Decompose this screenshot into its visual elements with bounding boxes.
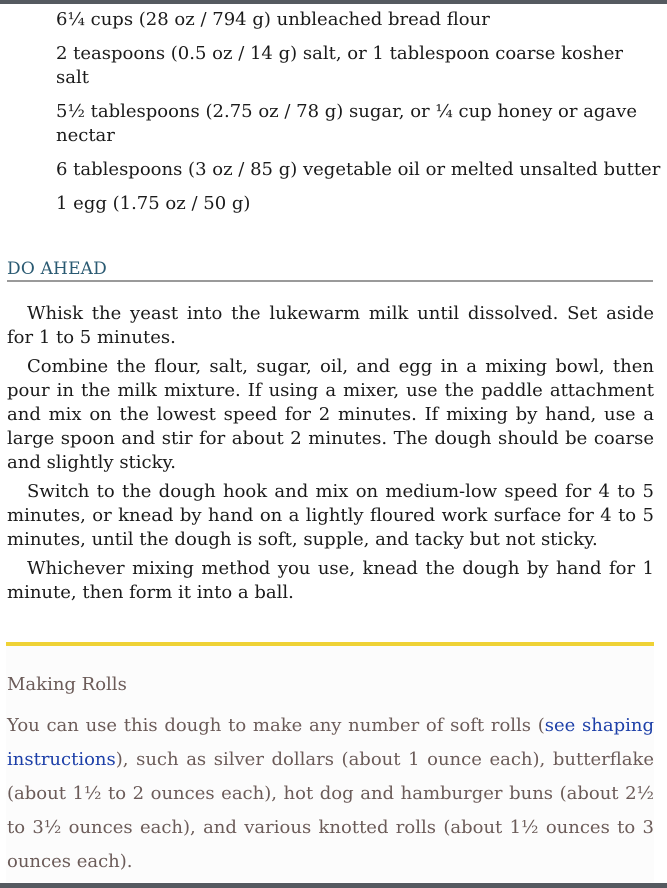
bottom-frame-bar bbox=[0, 883, 667, 888]
section-heading: DO AHEAD bbox=[7, 258, 653, 282]
sidebar-title: Making Rolls bbox=[7, 674, 127, 695]
sidebar-text-end: ), such as silver dollars (about 1 ounce each), butterflake (about 1½ to 2 ounces each), hot dog and hamburger buns (about 2½ to 3½ ounces each), and various knotted rolls (about 1½ ounces to 3 ounces each). bbox=[7, 749, 654, 872]
method-paragraph: Whisk the yeast into the lukewarm milk until dissolved. Set aside for 1 to 5 minutes. bbox=[7, 303, 654, 348]
ingredient-item: 5½ tablespoons (2.75 oz / 78 g) sugar, or ¼ cup honey or agave nectar bbox=[56, 101, 637, 146]
method-paragraph: Combine the flour, salt, sugar, oil, and egg in a mixing bowl, then pour in the milk mixture. If using a mixer, use the paddle attachment and mix on the lowest speed for 2 minutes. If mixing by hand, use a large spoon and stir for about 2 minutes. The dough should be coarse and slightly sticky. bbox=[7, 356, 654, 473]
ingredient-item: 2 teaspoons (0.5 oz / 14 g) salt, or 1 tablespoon coarse kosher salt bbox=[56, 43, 623, 88]
ingredient-item: 6¼ cups (28 oz / 794 g) unbleached bread flour bbox=[56, 9, 490, 30]
ingredient-list bbox=[56, 8, 661, 226]
method-paragraph: Whichever mixing method you use, knead the dough by hand for 1 minute, then form it into a ball. bbox=[7, 558, 654, 603]
ingredient-item: 1 egg (1.75 oz / 50 g) bbox=[56, 193, 251, 214]
shaping-instructions-link[interactable]: see shaping instructions bbox=[7, 715, 654, 770]
sidebar-text-start: You can use this dough to make any number of soft rolls ( bbox=[7, 715, 545, 736]
method-steps bbox=[7, 302, 654, 610]
method-paragraph: Switch to the dough hook and mix on medium-low speed for 4 to 5 minutes, or knead by hand on a lightly floured work surface for 4 to 5 minutes, until the dough is soft, supple, and tacky but not sticky. bbox=[7, 481, 654, 550]
ingredient-item: 6 tablespoons (3 oz / 85 g) vegetable oil or melted unsalted butter bbox=[56, 159, 661, 180]
sidebar-body bbox=[7, 709, 654, 879]
top-frame-bar bbox=[0, 0, 667, 4]
